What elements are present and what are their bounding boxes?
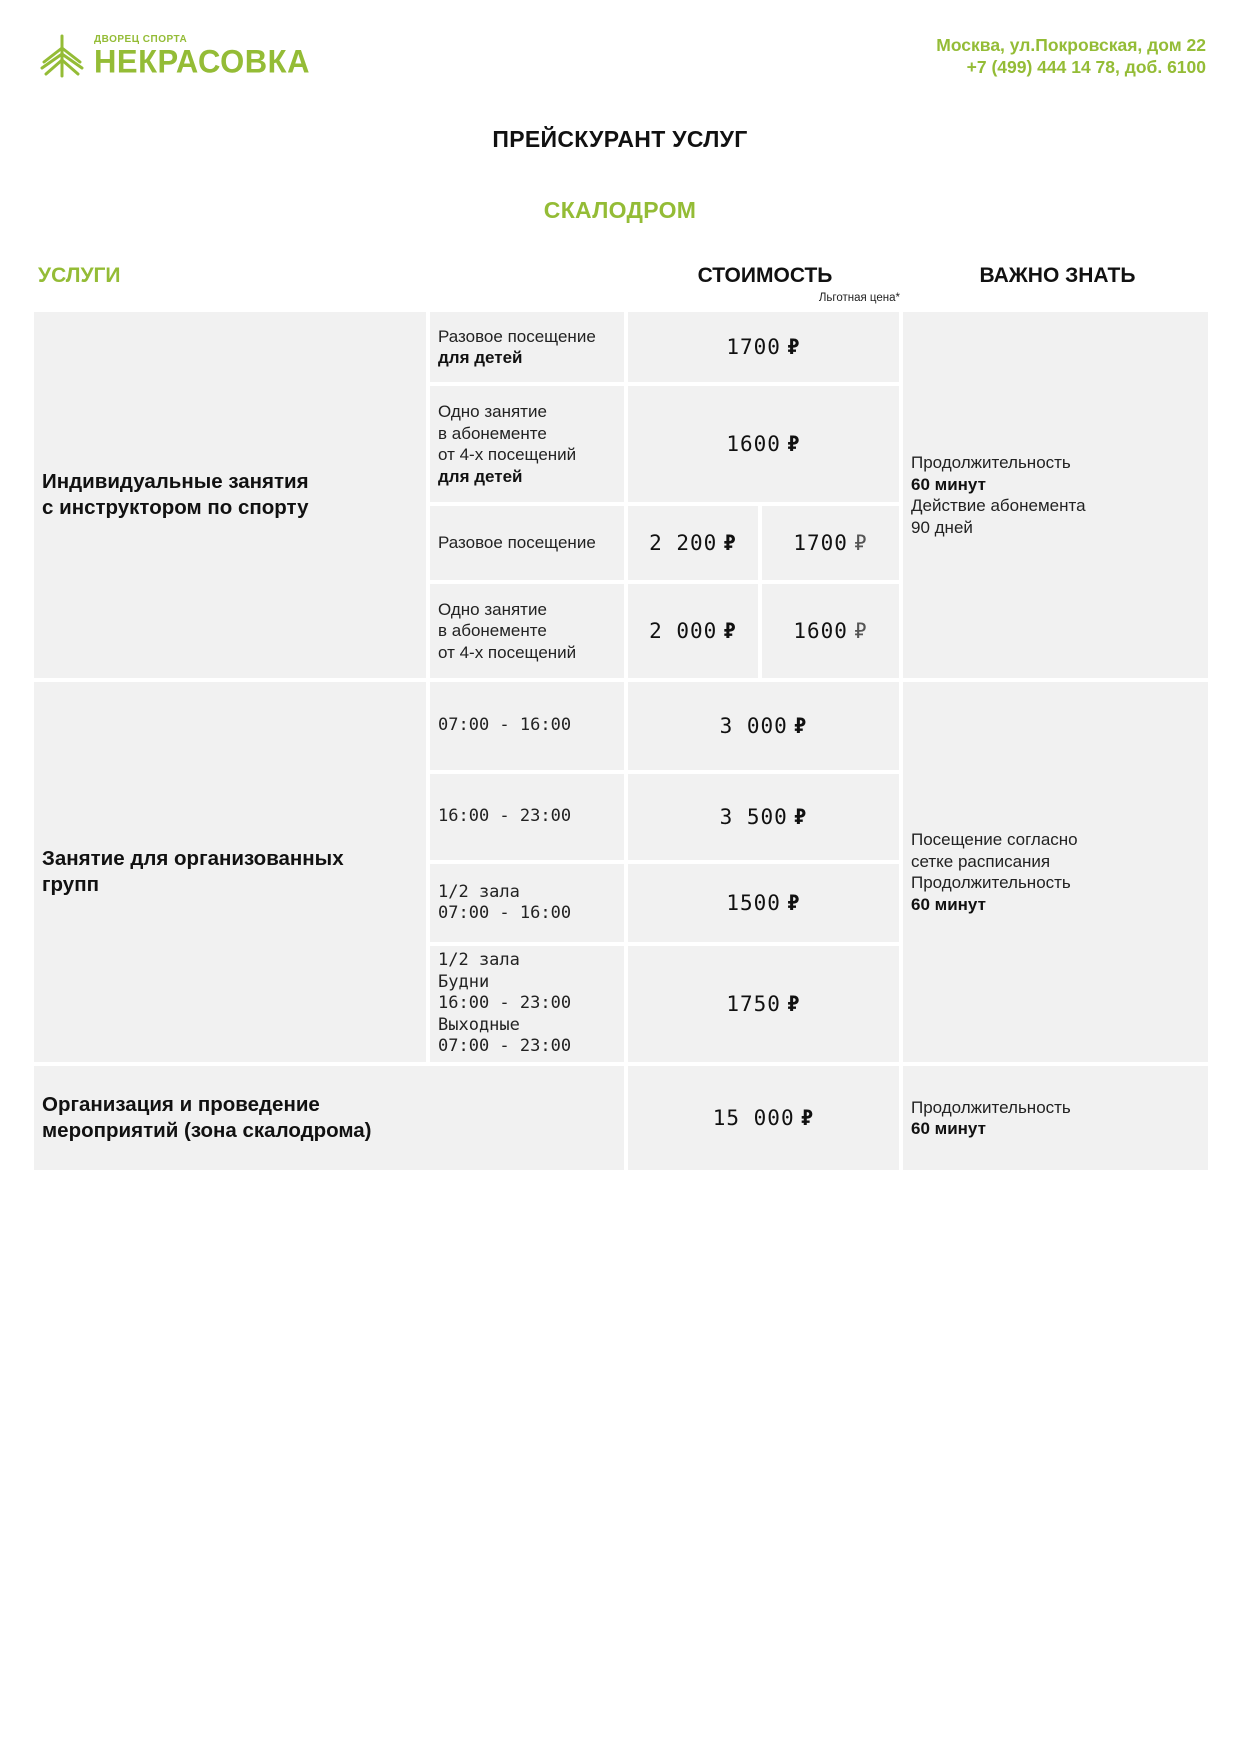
option-line: в абонементе (438, 621, 547, 641)
currency-sign: ₽ (723, 619, 737, 643)
discount-price-cell (762, 584, 899, 678)
logo-subtitle: ДВОРЕЦ СПОРТА (94, 34, 188, 45)
phone[interactable]: +7 (499) 444 14 78, доб. 6100 (966, 57, 1206, 77)
table-row-option (430, 774, 624, 860)
option-line: Выходные (438, 1014, 520, 1035)
price-cell (628, 682, 899, 770)
service-name-events (34, 1066, 624, 1170)
option-line: в абонементе (438, 423, 547, 443)
option-line: 1/2 зала (438, 950, 520, 971)
price-cell (628, 506, 758, 580)
currency-sign: ₽ (786, 335, 801, 359)
column-header-cost: СТОИМОСТЬ (697, 264, 833, 287)
price-cell (628, 386, 899, 502)
info-line: Продолжительность (911, 453, 1071, 472)
price-cell (628, 774, 899, 860)
price-value: 1700 (726, 335, 781, 359)
price-value: 2 200 (649, 531, 718, 555)
table-row-option (430, 312, 624, 382)
service-name-line: Занятие для организованных (42, 847, 344, 870)
contact-block (936, 34, 1206, 78)
column-header-services: УСЛУГИ (38, 264, 121, 287)
option-line: Одно занятие (438, 599, 547, 619)
info-cell (903, 312, 1208, 678)
info-bold-line: 60 минут (911, 894, 986, 914)
discount-price-cell (762, 506, 899, 580)
info-line: Действие абонемента (911, 496, 1086, 515)
price-value: 3 500 (719, 805, 788, 829)
info-bold-line: 60 минут (911, 1119, 986, 1138)
info-line: Продолжительность (911, 873, 1071, 892)
table-row-option (430, 584, 624, 678)
info-cell (903, 682, 1208, 1062)
table-row-option (430, 506, 624, 580)
table-row-option (430, 386, 624, 502)
service-name-line: мероприятий (зона скалодрома) (42, 1119, 372, 1142)
price-value: 3 000 (719, 714, 788, 738)
discount-price-value: 1700 (793, 531, 848, 555)
table-row-option (430, 864, 624, 942)
price-value: 1750 (726, 992, 781, 1016)
table-row-option (430, 682, 624, 770)
price-value: 15 000 (712, 1106, 795, 1130)
time-range: 16:00 - 23:00 (438, 993, 572, 1014)
service-name-groups (34, 682, 426, 1062)
option-line: Разовое посещение (438, 326, 596, 346)
info-line: Продолжительность (911, 1097, 1071, 1117)
time-range: 07:00 - 16:00 (438, 715, 572, 736)
currency-sign: ₽ (853, 531, 868, 555)
option-bold-line: для детей (438, 466, 523, 486)
service-name-line: групп (42, 873, 99, 896)
logo-icon (38, 32, 86, 80)
address: Москва, ул.Покровская, дом 22 (936, 35, 1206, 55)
discount-price-note: Льготная цена* (818, 292, 900, 304)
currency-sign: ₽ (786, 992, 801, 1016)
currency-sign: ₽ (853, 619, 868, 643)
price-cell (628, 864, 899, 942)
option-line: Разовое посещение (438, 533, 596, 553)
service-name-individual (34, 312, 426, 678)
price-cell (628, 946, 899, 1062)
option-line: от 4-х посещений (438, 642, 577, 662)
currency-sign: ₽ (793, 714, 808, 738)
info-cell (903, 1066, 1208, 1170)
column-header-info: ВАЖНО ЗНАТЬ (979, 264, 1136, 287)
currency-sign: ₽ (793, 805, 808, 829)
option-line: 1/2 зала (438, 881, 520, 902)
price-value: 1600 (726, 432, 781, 456)
price-cell (628, 312, 899, 382)
price-cell (628, 584, 758, 678)
info-line: Посещение согласно (911, 830, 1078, 849)
logo (38, 30, 310, 82)
option-line: Будни (438, 971, 490, 992)
discount-price-value: 1600 (793, 619, 848, 643)
service-name-line: Индивидуальные занятия (42, 470, 309, 493)
currency-sign: ₽ (786, 432, 801, 456)
info-line: сетке расписания (911, 851, 1051, 871)
option-bold-line: для детей (438, 348, 523, 367)
page-title: ПРЕЙСКУРАНТ УСЛУГ (492, 126, 748, 152)
service-name-line: с инструктором по спорту (42, 496, 309, 519)
price-value: 2 000 (649, 619, 718, 643)
time-range: 07:00 - 23:00 (438, 1036, 572, 1057)
service-name-line: Организация и проведение (42, 1093, 320, 1116)
option-line: Одно занятие (438, 402, 547, 421)
currency-sign: ₽ (800, 1106, 815, 1130)
logo-name: НЕКРАСОВКА (94, 43, 310, 80)
option-line: от 4-х посещений (438, 445, 577, 464)
currency-sign: ₽ (786, 891, 801, 915)
price-value: 1500 (726, 891, 781, 915)
time-range: 07:00 - 16:00 (438, 903, 572, 923)
currency-sign: ₽ (723, 531, 737, 555)
table-row-option (430, 946, 624, 1062)
info-line: 90 дней (911, 517, 973, 537)
section-title: СКАЛОДРОМ (543, 197, 697, 223)
price-cell (628, 1066, 899, 1170)
info-bold-line: 60 минут (911, 474, 986, 494)
time-range: 16:00 - 23:00 (438, 806, 572, 827)
